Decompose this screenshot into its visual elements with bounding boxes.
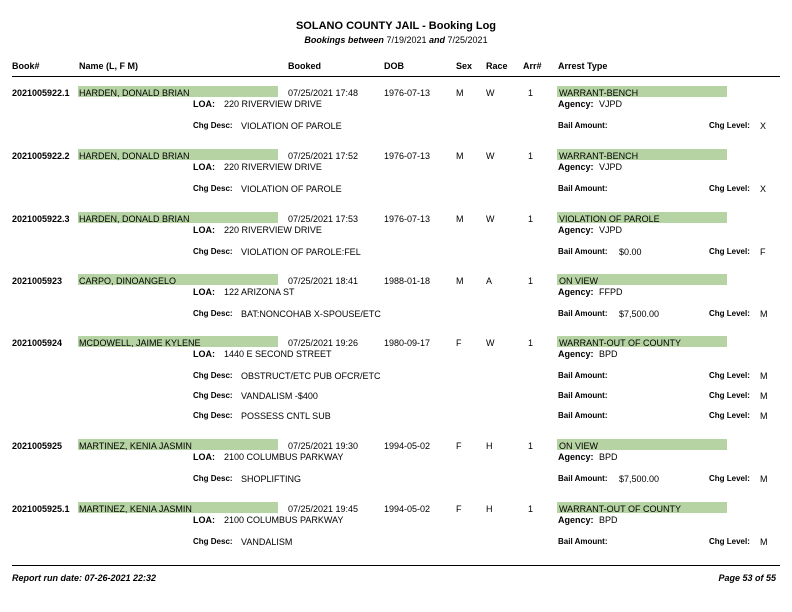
page-number: Page 53 of 55: [718, 573, 776, 583]
arrest-number: 1: [528, 276, 534, 286]
booking-record: [0, 214, 792, 274]
agency-value: VJPD: [599, 162, 623, 172]
charge-row: [0, 391, 792, 403]
col-arr: Arr#: [523, 61, 542, 71]
date-of-birth: 1976-07-13: [384, 214, 431, 224]
arrest-type: ON VIEW: [559, 276, 599, 286]
bail-amount-label: Bail Amount:: [558, 309, 608, 318]
date-of-birth: 1994-05-02: [384, 504, 431, 514]
arrest-type: WARRANT-OUT OF COUNTY: [559, 504, 681, 514]
chg-desc-value: OBSTRUCT/ETC PUB OFCR/ETC: [241, 371, 381, 381]
loa-value: 220 RIVERVIEW DRIVE: [224, 99, 322, 109]
book-number: 2021005925: [12, 441, 63, 451]
report-run-date: Report run date: 07-26-2021 22:32: [12, 573, 157, 583]
sex: M: [456, 214, 464, 224]
chg-level-label: Chg Level:: [709, 411, 750, 420]
col-booked: Booked: [288, 61, 322, 71]
sex: M: [456, 88, 464, 98]
chg-level-label: Chg Level:: [709, 309, 750, 318]
subtitle-prefix: Bookings between: [304, 35, 384, 45]
arrest-number: 1: [528, 504, 534, 514]
chg-desc-value: POSSESS CNTL SUB: [241, 411, 331, 421]
charge-row: [0, 309, 792, 321]
book-number: 2021005922.1: [12, 88, 70, 98]
col-race: Race: [486, 61, 508, 71]
chg-level-value: M: [760, 309, 768, 319]
col-book: Book#: [12, 61, 40, 71]
chg-desc-value: VANDALISM: [241, 537, 293, 547]
book-number: 2021005923: [12, 276, 63, 286]
booked-datetime: 07/25/2021 17:52: [288, 151, 359, 161]
arrest-type: WARRANT-BENCH: [559, 88, 639, 98]
bail-amount-label: Bail Amount:: [558, 184, 608, 193]
chg-level-value: F: [760, 247, 766, 257]
date-of-birth: 1976-07-13: [384, 88, 431, 98]
bail-amount-label: Bail Amount:: [558, 371, 608, 380]
chg-level-value: M: [760, 391, 768, 401]
chg-desc-value: VIOLATION OF PAROLE: [241, 121, 342, 131]
race: A: [486, 276, 493, 286]
arrest-number: 1: [528, 151, 534, 161]
chg-desc-value: VIOLATION OF PAROLE: [241, 184, 342, 194]
chg-level-label: Chg Level:: [709, 247, 750, 256]
date-of-birth: 1976-07-13: [384, 151, 431, 161]
date-to: 7/25/2021: [447, 35, 488, 45]
agency-value: BPD: [599, 515, 618, 525]
charge-row: [0, 474, 792, 486]
date-from: 7/19/2021: [386, 35, 427, 45]
chg-desc-value: SHOPLIFTING: [241, 474, 302, 484]
agency-value: VJPD: [599, 99, 623, 109]
arrest-type: WARRANT-OUT OF COUNTY: [559, 338, 681, 348]
agency-value: VJPD: [599, 225, 623, 235]
report-subtitle: [0, 35, 792, 45]
agency-value: FFPD: [599, 287, 623, 297]
booked-datetime: 07/25/2021 19:30: [288, 441, 359, 451]
charge-row: [0, 247, 792, 259]
sex: M: [456, 276, 464, 286]
inmate-name: MARTINEZ, KENIA JASMIN: [79, 504, 192, 514]
chg-desc-value: BAT:NONCOHAB X-SPOUSE/ETC: [241, 309, 381, 319]
loa-value: 220 RIVERVIEW DRIVE: [224, 225, 322, 235]
booking-record: [0, 338, 792, 421]
subtitle-and: and: [429, 35, 446, 45]
book-number: 2021005922.3: [12, 214, 70, 224]
inmate-name: HARDEN, DONALD BRIAN: [79, 151, 190, 161]
chg-level-value: X: [760, 184, 767, 194]
charge-row: [0, 411, 792, 423]
bail-amount-value: $7,500.00: [619, 309, 660, 319]
inmate-name: HARDEN, DONALD BRIAN: [79, 88, 190, 98]
charge-row: [0, 184, 792, 196]
chg-level-value: M: [760, 474, 768, 484]
chg-level-value: M: [760, 371, 768, 381]
race: W: [486, 151, 495, 161]
bail-amount-label: Bail Amount:: [558, 391, 608, 400]
arrest-number: 1: [528, 88, 534, 98]
charge-row: [0, 371, 792, 383]
col-arrest-type: Arrest Type: [558, 61, 608, 71]
agency-label: Agency:: [558, 162, 594, 172]
col-dob: DOB: [384, 61, 404, 71]
loa-label: LOA:: [193, 99, 215, 109]
loa-value: 122 ARIZONA ST: [224, 287, 295, 297]
booking-record: [0, 88, 792, 148]
inmate-name: MCDOWELL, JAIME KYLENE: [79, 338, 201, 348]
booking-record: [0, 276, 792, 336]
col-sex: Sex: [456, 61, 473, 71]
arrest-type: ON VIEW: [559, 441, 599, 451]
chg-desc-value: VIOLATION OF PAROLE:FEL: [241, 247, 361, 257]
loa-label: LOA:: [193, 452, 215, 462]
arrest-number: 1: [528, 441, 534, 451]
bail-amount-value: $7,500.00: [619, 474, 660, 484]
chg-level-label: Chg Level:: [709, 537, 750, 546]
arrest-type: WARRANT-BENCH: [559, 151, 639, 161]
loa-value: 2100 COLUMBUS PARKWAY: [224, 452, 344, 462]
sex: F: [456, 504, 462, 514]
chg-desc-value: VANDALISM -$400: [241, 391, 318, 401]
chg-desc-label: Chg Desc:: [193, 247, 233, 256]
col-name: Name (L, F M): [79, 61, 139, 71]
book-number: 2021005922.2: [12, 151, 70, 161]
race: W: [486, 88, 495, 98]
loa-label: LOA:: [193, 225, 215, 235]
loa-label: LOA:: [193, 515, 215, 525]
bail-amount-value: $0.00: [619, 247, 642, 257]
bail-amount-label: Bail Amount:: [558, 247, 608, 256]
race: H: [486, 504, 493, 514]
header-rule: [12, 76, 780, 77]
loa-label: LOA:: [193, 162, 215, 172]
agency-label: Agency:: [558, 349, 594, 359]
race: H: [486, 441, 493, 451]
chg-level-value: M: [760, 411, 768, 421]
inmate-name: MARTINEZ, KENIA JASMIN: [79, 441, 192, 451]
agency-value: BPD: [599, 452, 618, 462]
chg-level-label: Chg Level:: [709, 121, 750, 130]
chg-level-label: Chg Level:: [709, 391, 750, 400]
charge-row: [0, 121, 792, 133]
date-of-birth: 1988-01-18: [384, 276, 431, 286]
inmate-name: HARDEN, DONALD BRIAN: [79, 214, 190, 224]
inmate-name: CARPO, DINOANGELO: [79, 276, 177, 286]
chg-level-label: Chg Level:: [709, 371, 750, 380]
agency-label: Agency:: [558, 515, 594, 525]
booked-datetime: 07/25/2021 19:26: [288, 338, 359, 348]
loa-value: 220 RIVERVIEW DRIVE: [224, 162, 322, 172]
chg-level-label: Chg Level:: [709, 184, 750, 193]
loa-value: 2100 COLUMBUS PARKWAY: [224, 515, 344, 525]
chg-desc-label: Chg Desc:: [193, 391, 233, 400]
agency-label: Agency:: [558, 99, 594, 109]
race: W: [486, 214, 495, 224]
chg-desc-label: Chg Desc:: [193, 121, 233, 130]
agency-label: Agency:: [558, 225, 594, 235]
booking-record: [0, 441, 792, 501]
chg-desc-label: Chg Desc:: [193, 184, 233, 193]
chg-level-value: M: [760, 537, 768, 547]
chg-desc-label: Chg Desc:: [193, 474, 233, 483]
chg-level-value: X: [760, 121, 767, 131]
book-number: 2021005925.1: [12, 504, 70, 514]
charge-row: [0, 537, 792, 549]
report-title: SOLANO COUNTY JAIL - Booking Log: [295, 20, 497, 32]
sex: M: [456, 151, 464, 161]
book-number: 2021005924: [12, 338, 63, 348]
chg-desc-label: Chg Desc:: [193, 411, 233, 420]
race: W: [486, 338, 495, 348]
bail-amount-label: Bail Amount:: [558, 411, 608, 420]
booking-record: [0, 151, 792, 211]
arrest-type: VIOLATION OF PAROLE: [559, 214, 660, 224]
agency-label: Agency:: [558, 287, 594, 297]
loa-label: LOA:: [193, 287, 215, 297]
arrest-number: 1: [528, 214, 534, 224]
chg-desc-label: Chg Desc:: [193, 537, 233, 546]
booked-datetime: 07/25/2021 17:48: [288, 88, 359, 98]
chg-desc-label: Chg Desc:: [193, 371, 233, 380]
arrest-number: 1: [528, 338, 534, 348]
agency-label: Agency:: [558, 452, 594, 462]
chg-level-label: Chg Level:: [709, 474, 750, 483]
booked-datetime: 07/25/2021 17:53: [288, 214, 359, 224]
agency-value: BPD: [599, 349, 618, 359]
bail-amount-label: Bail Amount:: [558, 537, 608, 546]
loa-label: LOA:: [193, 349, 215, 359]
date-of-birth: 1980-09-17: [384, 338, 431, 348]
booking-record: [0, 504, 792, 564]
booked-datetime: 07/25/2021 18:41: [288, 276, 359, 286]
chg-desc-label: Chg Desc:: [193, 309, 233, 318]
footer-rule: [12, 565, 780, 566]
date-of-birth: 1994-05-02: [384, 441, 431, 451]
sex: F: [456, 441, 462, 451]
loa-value: 1440 E SECOND STREET: [224, 349, 332, 359]
bail-amount-label: Bail Amount:: [558, 121, 608, 130]
booked-datetime: 07/25/2021 19:45: [288, 504, 359, 514]
bail-amount-label: Bail Amount:: [558, 474, 608, 483]
sex: F: [456, 338, 462, 348]
